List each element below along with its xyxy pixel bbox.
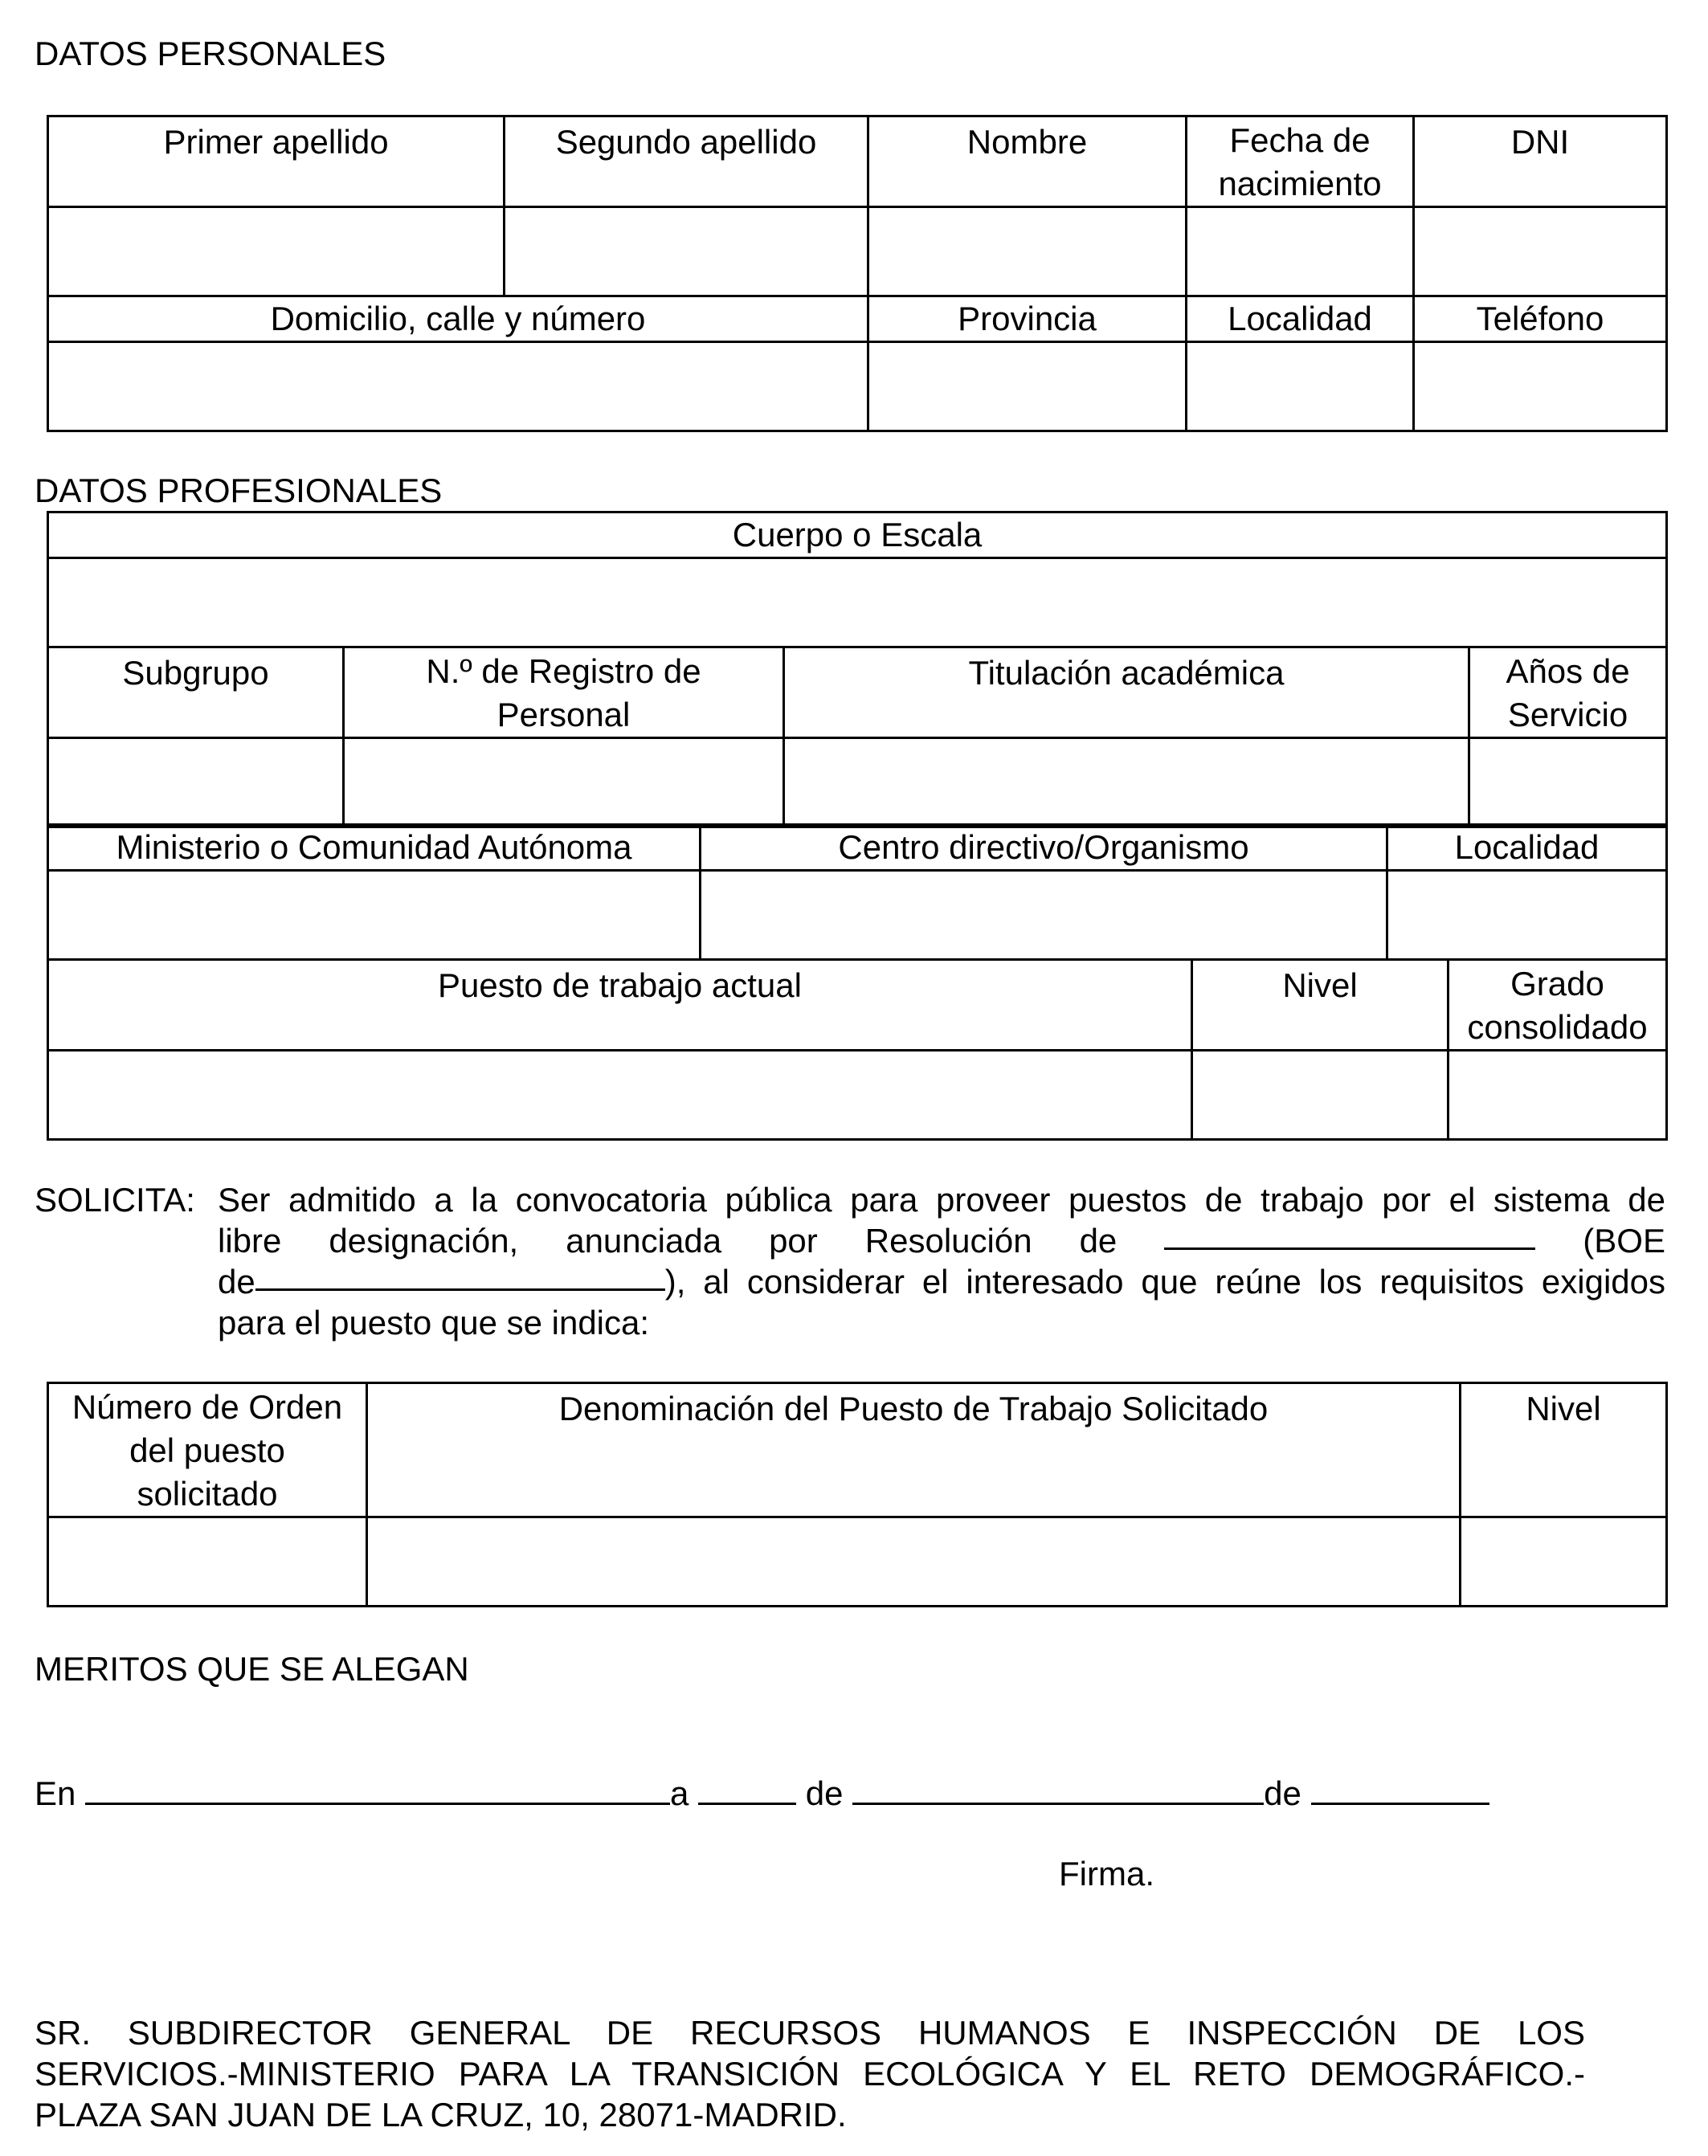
header-primer-apellido: Primer apellido xyxy=(48,116,505,207)
requested-position-table xyxy=(47,1382,1668,1607)
field-grado-consolidado[interactable] xyxy=(1449,1051,1667,1140)
professional-location-table xyxy=(47,823,1668,961)
header-nombre: Nombre xyxy=(868,116,1187,207)
addressee-line-1: SR. SUBDIRECTOR GENERAL DE RECURSOS HUMANOS E INSPECCIÓN DE LOS xyxy=(35,2014,1585,2052)
header-puesto-actual: Puesto de trabajo actual xyxy=(48,960,1192,1051)
header-nivel-solicitado: Nivel xyxy=(1461,1383,1667,1517)
field-subgrupo[interactable] xyxy=(48,738,344,827)
resolucion-blank[interactable] xyxy=(1164,1220,1535,1250)
header-telefono: Teléfono xyxy=(1414,296,1667,342)
solicita-label: SOLICITA: xyxy=(35,1181,195,1219)
addressee-line-2: SERVICIOS.-MINISTERIO PARA LA TRANSICIÓN ECOLÓGICA Y EL RETO DEMOGRÁFICO.- xyxy=(35,2055,1585,2093)
field-anos-servicio[interactable] xyxy=(1469,738,1667,827)
year-blank[interactable] xyxy=(1311,1775,1489,1805)
header-registro-personal: N.º de Registro de Personal xyxy=(344,647,784,738)
section-title-meritos: MERITOS QUE SE ALEGAN xyxy=(35,1650,469,1688)
field-localidad[interactable] xyxy=(1187,342,1414,431)
section-title-profesional: DATOS PROFESIONALES xyxy=(35,472,443,509)
header-subgrupo: Subgrupo xyxy=(48,647,344,738)
header-domicilio: Domicilio, calle y número xyxy=(48,296,868,342)
current-job-table xyxy=(47,958,1668,1141)
header-nivel: Nivel xyxy=(1192,960,1449,1051)
boe-date-blank[interactable] xyxy=(255,1261,665,1291)
field-provincia[interactable] xyxy=(868,342,1187,431)
field-domicilio[interactable] xyxy=(48,342,868,431)
field-centro-directivo[interactable] xyxy=(701,871,1387,960)
field-primer-apellido[interactable] xyxy=(48,207,505,296)
header-localidad-prof: Localidad xyxy=(1387,825,1667,871)
field-localidad-prof[interactable] xyxy=(1387,871,1667,960)
field-puesto-actual[interactable] xyxy=(48,1051,1192,1140)
field-nombre[interactable] xyxy=(868,207,1187,296)
header-ministerio: Ministerio o Comunidad Autónoma xyxy=(48,825,701,871)
solicita-line-4: para el puesto que se indica: xyxy=(218,1304,650,1341)
field-nivel[interactable] xyxy=(1192,1051,1449,1140)
solicita-line-1: Ser admitido a la convocatoria pública para proveer puestos de trabajo por el sistema de xyxy=(218,1181,1665,1219)
place-date-line: En a de de xyxy=(35,1774,1489,1814)
header-titulacion: Titulación académica xyxy=(784,647,1469,738)
addressee-line-3: PLAZA SAN JUAN DE LA CRUZ, 10, 28071-MADRID. xyxy=(35,2096,847,2134)
field-nivel-solicitado[interactable] xyxy=(1461,1517,1667,1607)
header-denominacion: Denominación del Puesto de Trabajo Solicitado xyxy=(367,1383,1461,1517)
header-grado-consolidado: Grado consolidado xyxy=(1449,960,1667,1051)
header-dni: DNI xyxy=(1414,116,1667,207)
personal-data-table xyxy=(47,115,1668,432)
field-registro-personal[interactable] xyxy=(344,738,784,827)
header-cuerpo-escala: Cuerpo o Escala xyxy=(48,512,1667,558)
field-ministerio[interactable] xyxy=(48,871,701,960)
signature-label: Firma. xyxy=(1059,1855,1154,1893)
header-centro-directivo: Centro directivo/Organismo xyxy=(701,825,1387,871)
header-numero-orden: Número de Orden del puesto solicitado xyxy=(48,1383,367,1517)
addressee-block xyxy=(35,2012,1585,2135)
field-telefono[interactable] xyxy=(1414,342,1667,431)
day-blank[interactable] xyxy=(698,1775,796,1805)
field-cuerpo-escala[interactable] xyxy=(48,558,1667,647)
month-blank[interactable] xyxy=(852,1775,1264,1805)
place-blank[interactable] xyxy=(85,1775,670,1805)
header-anos-servicio: Años de Servicio xyxy=(1469,647,1667,738)
section-title-personal: DATOS PERSONALES xyxy=(35,35,386,72)
solicita-paragraph: SOLICITA: Ser admitido a la convocatoria pública para proveer puestos de trabajo por el sistema de libre designación, anunciada por Resolución de (BOE de ), al considerar el interesado que reúne los requisitos exigidos para el puesto que se indica: xyxy=(35,1181,1665,1341)
header-localidad: Localidad xyxy=(1187,296,1414,342)
field-segundo-apellido[interactable] xyxy=(505,207,868,296)
field-titulacion[interactable] xyxy=(784,738,1469,827)
header-fecha-nacimiento: Fecha de nacimiento xyxy=(1187,116,1414,207)
header-segundo-apellido: Segundo apellido xyxy=(505,116,868,207)
field-fecha-nacimiento[interactable] xyxy=(1187,207,1414,296)
field-dni[interactable] xyxy=(1414,207,1667,296)
header-provincia: Provincia xyxy=(868,296,1187,342)
professional-data-table xyxy=(47,511,1668,828)
field-numero-orden[interactable] xyxy=(48,1517,367,1607)
field-denominacion[interactable] xyxy=(367,1517,1461,1607)
